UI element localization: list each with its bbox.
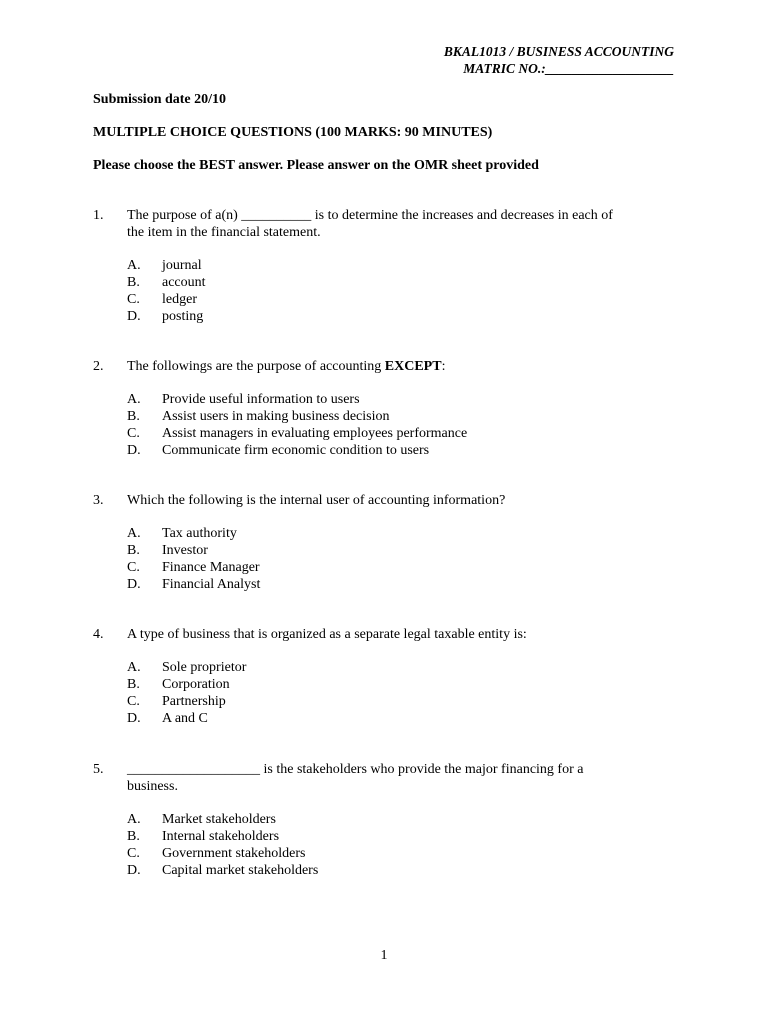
option-d: D. Financial Analyst [127, 577, 261, 592]
option-c: C. Assist managers in evaluating employees performance [127, 426, 468, 441]
option-c: C. Finance Manager [127, 560, 260, 575]
option-a: A. Tax authority [127, 526, 237, 541]
question-text: Which the following is the internal user of accounting information? [127, 493, 506, 508]
option-b: B. Internal stakeholders [127, 829, 280, 844]
option-c: C. Government stakeholders [127, 846, 306, 861]
question-text-line: ___________________ is the stakeholders who provide the major financing for a [127, 762, 584, 777]
option-c: C. ledger [127, 292, 197, 307]
question-3 [93, 492, 683, 593]
option-b: B. account [127, 275, 206, 290]
option-d: D. Capital market stakeholders [127, 863, 319, 878]
question-number: 1. [93, 208, 104, 223]
options-list [93, 525, 683, 593]
question-text-line: business. [127, 779, 178, 794]
question-text [127, 761, 683, 795]
option-c: C. Partnership [127, 694, 226, 709]
page-header [444, 43, 674, 77]
question-5 [93, 761, 683, 879]
submission-date: Submission date 20/10 [93, 92, 227, 107]
options-list [93, 391, 683, 459]
option-a: A. Sole proprietor [127, 660, 247, 675]
option-a: A. Provide useful information to users [127, 392, 360, 407]
course-code: BKAL1013 / BUSINESS ACCOUNTING [443, 44, 674, 59]
question-number: 3. [93, 493, 104, 508]
question-number: 4. [93, 627, 104, 642]
section-title: MULTIPLE CHOICE QUESTIONS (100 MARKS: 90 MINUTES) [93, 125, 493, 140]
option-a: A. journal [127, 258, 202, 273]
instructions: Please choose the BEST answer. Please answer on the OMR sheet provided [93, 158, 539, 173]
option-b: B. Assist users in making business decision [127, 409, 390, 424]
option-b: B. Investor [127, 543, 208, 558]
option-d: D. A and C [127, 711, 208, 726]
options-list [93, 811, 683, 879]
question-1 [93, 207, 683, 325]
option-d: D. Communicate firm economic condition to users [127, 443, 430, 458]
question-4 [93, 626, 683, 727]
question-text: The followings are the purpose of accounting EXCEPT: [127, 359, 446, 374]
page-number: 1 [380, 948, 388, 963]
options-list [93, 257, 683, 325]
question-text: A type of business that is organized as a separate legal taxable entity is: [127, 627, 527, 642]
option-b: B. Corporation [127, 677, 230, 692]
option-d: D. posting [127, 309, 204, 324]
question-2 [93, 358, 683, 459]
emphasis-text: EXCEPT [384, 359, 442, 374]
question-text-line: the item in the financial statement. [127, 225, 321, 240]
matric-number: MATRIC NO.:___________________ [463, 61, 674, 76]
question-text [127, 207, 683, 241]
question-number: 5. [93, 762, 104, 777]
options-list [93, 659, 683, 727]
option-a: A. Market stakeholders [127, 812, 276, 827]
question-text-line: The purpose of a(n) __________ is to determine the increases and decreases in each of [127, 208, 613, 223]
question-number: 2. [93, 359, 104, 374]
